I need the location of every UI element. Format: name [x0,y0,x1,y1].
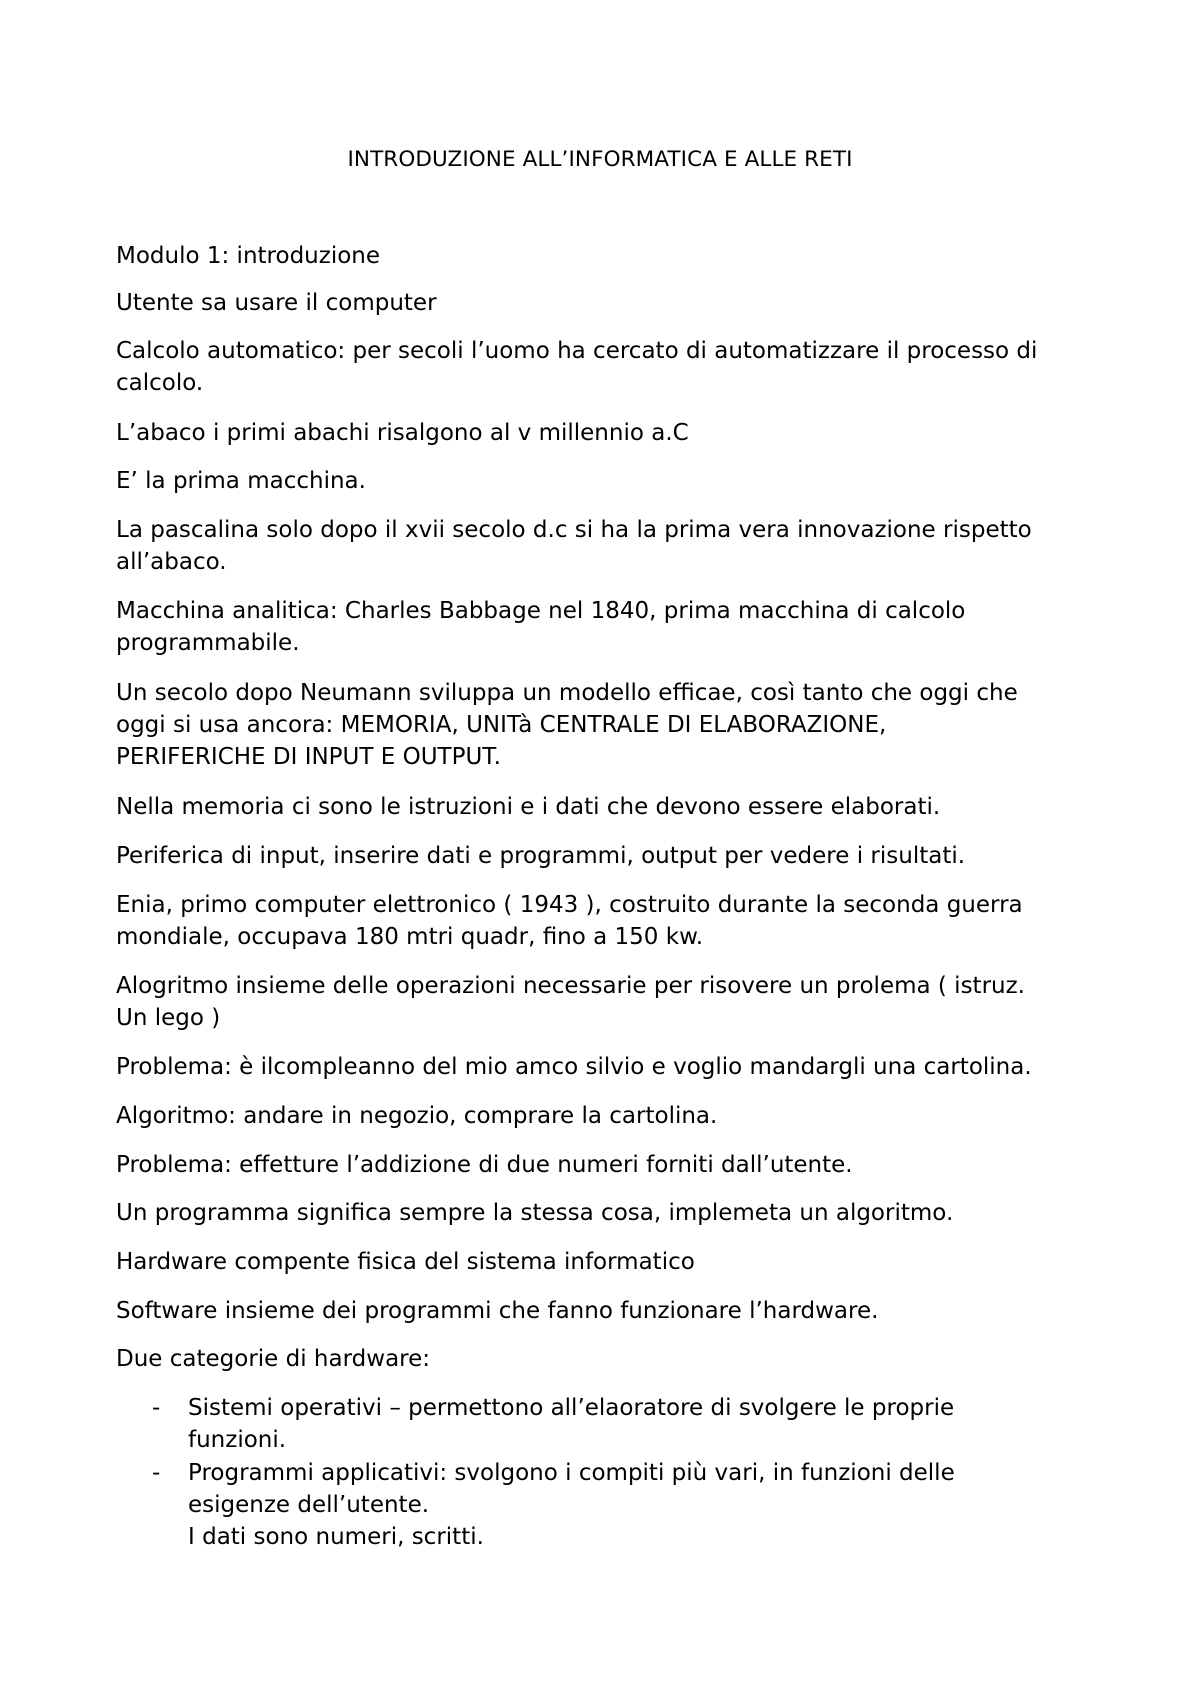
paragraph: Calcolo automatico: per secoli l’uomo ha cercato di automatizzare il processo di calcolo. [116,338,1038,396]
bullet-marker: - [152,1460,161,1486]
paragraph: Hardware compente fisica del sistema informatico [116,1249,695,1275]
bullet-item: Sistemi operativi – permettono all’elaoratore di svolgere le proprie funzioni. [188,1395,955,1453]
paragraph: Macchina analitica: Charles Babbage nel 1840, prima macchina di calcolo programmabile. [116,598,966,656]
paragraph: Un secolo dopo Neumann sviluppa un modello efficae, così tanto che oggi che oggi si usa ancora: MEMORIA, UNITà CENTRALE DI ELABORAZIONE, PERIFERICHE DI INPUT E OUTPUT. [116,680,1018,770]
paragraph: Software insieme dei programmi che fanno funzionare l’hardware. [116,1298,879,1324]
paragraph: Alogritmo insieme delle operazioni necessarie per risovere un prolema ( istruz. Un lego ) [116,973,1025,1031]
document-title: INTRODUZIONE ALL’INFORMATICA E ALLE RETI [347,147,853,172]
paragraph: Periferica di input, inserire dati e programmi, output per vedere i risultati. [116,843,966,869]
paragraph: Modulo 1: introduzione [116,243,381,269]
paragraph: La pascalina solo dopo il xvii secolo d.c si ha la prima vera innovazione rispetto all’abaco. [116,517,1032,575]
paragraph: Enia, primo computer elettronico ( 1943 ), costruito durante la seconda guerra mondiale, occupava 180 mtri quadr, fino a 150 kw. [116,892,1023,950]
bullet-marker: - [152,1395,161,1421]
paragraph: Problema: effetture l’addizione di due numeri forniti dall’utente. [116,1152,853,1178]
paragraph: Utente sa usare il computer [116,290,437,316]
paragraph: Algoritmo: andare in negozio, comprare la cartolina. [116,1103,718,1129]
paragraph: E’ la prima macchina. [116,468,366,494]
paragraph: Un programma significa sempre la stessa cosa, implemeta un algoritmo. [116,1200,954,1226]
paragraph: Nella memoria ci sono le istruzioni e i dati che devono essere elaborati. [116,794,941,820]
paragraph: Due categorie di hardware: [116,1346,431,1372]
paragraph: Problema: è ilcompleanno del mio amco silvio e voglio mandargli una cartolina. [116,1054,1032,1080]
bullet-item: Programmi applicativi: svolgono i compiti più vari, in funzioni delle esigenze dell’utente. I dati sono numeri, scritti. [188,1460,955,1550]
paragraph: L’abaco i primi abachi risalgono al v millennio a.C [116,420,689,446]
